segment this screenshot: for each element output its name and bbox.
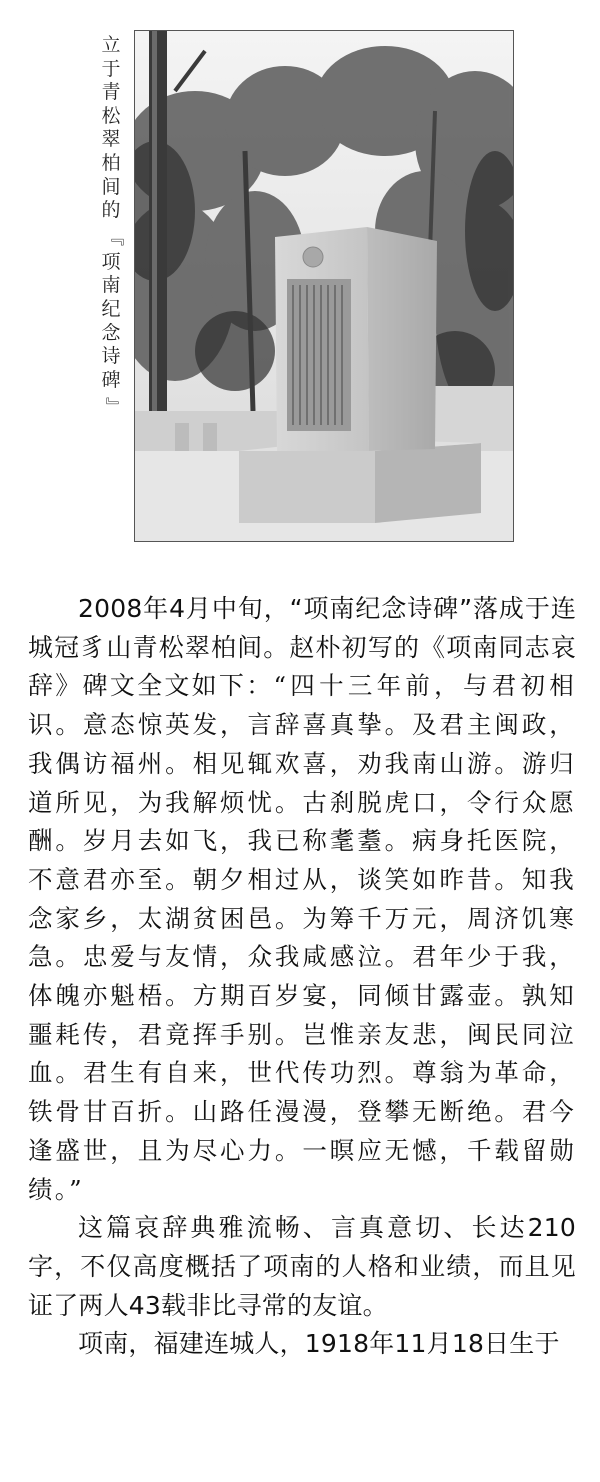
stele-photo-illustration [135,31,513,541]
caption-char: 于 [101,57,121,80]
caption-char: 立 [101,34,121,56]
paragraph-2: 这篇哀辞典雅流畅、言真意切、长达210字，不仅高度概括了项南的人格和业绩，而且见证了两人43载非比寻常的友谊。 [28,1213,576,1320]
elegy-text: “四十三年前，与君初相识。意态惊英发，言辞喜真挚。及君主闽政，我偶访福州。相见辄欢喜，劝我南山游。游归道所见，为我解烦忧。古刹脱虎口，令行众愿酬。岁月去如飞，我已称耄耋。病身托医院，不意君亦至。朝夕相过从，谈笑如昨昔。知我念家乡，太湖贫困邑。为筹千万元，周济饥寒急。忠爱与友情，众我咸感泣。君年少于我，体魄亦魁梧。方期百岁宴，同倾甘露壶。孰知噩耗传，君竟挥手别。岂惟亲友悲，闽民同泣血。君生有自来，世代传功烈。尊翁为革命，铁骨甘百折。山路任漫漫，登攀无断绝。君今逢盛世，且为尽心力。一暝应无憾，千载留勋绩。” [28,671,576,1204]
article-body [28,590,576,1364]
caption-char: 纪 [101,297,121,320]
caption-char: 南 [101,274,121,297]
caption-char: 『 [103,227,124,246]
caption-char: 间 [101,175,121,198]
memorial-stele-photo [134,30,514,542]
paragraph-1 [28,590,576,1209]
paragraph-3: 项南，福建连城人，1918年11月18日生于 [78,1329,560,1359]
caption-char: 青 [101,81,121,104]
caption-char: 诗 [101,345,121,368]
caption-char: 』 [103,397,124,416]
caption-char: 碑 [101,368,121,391]
paragraph-1-intro: 2008年4月中旬，“项南纪念诗碑”落成于连城冠豸山青松翠柏间。赵朴初写的《项南同志哀辞》碑文全文如下： [28,594,576,701]
caption-char: 翠 [101,128,121,151]
caption-char: 松 [101,104,121,127]
caption-char: 项 [101,250,121,273]
caption-char: 的 [101,199,121,222]
caption-char: 念 [101,321,121,344]
photo-caption [100,34,122,420]
caption-char: 柏 [101,151,121,174]
